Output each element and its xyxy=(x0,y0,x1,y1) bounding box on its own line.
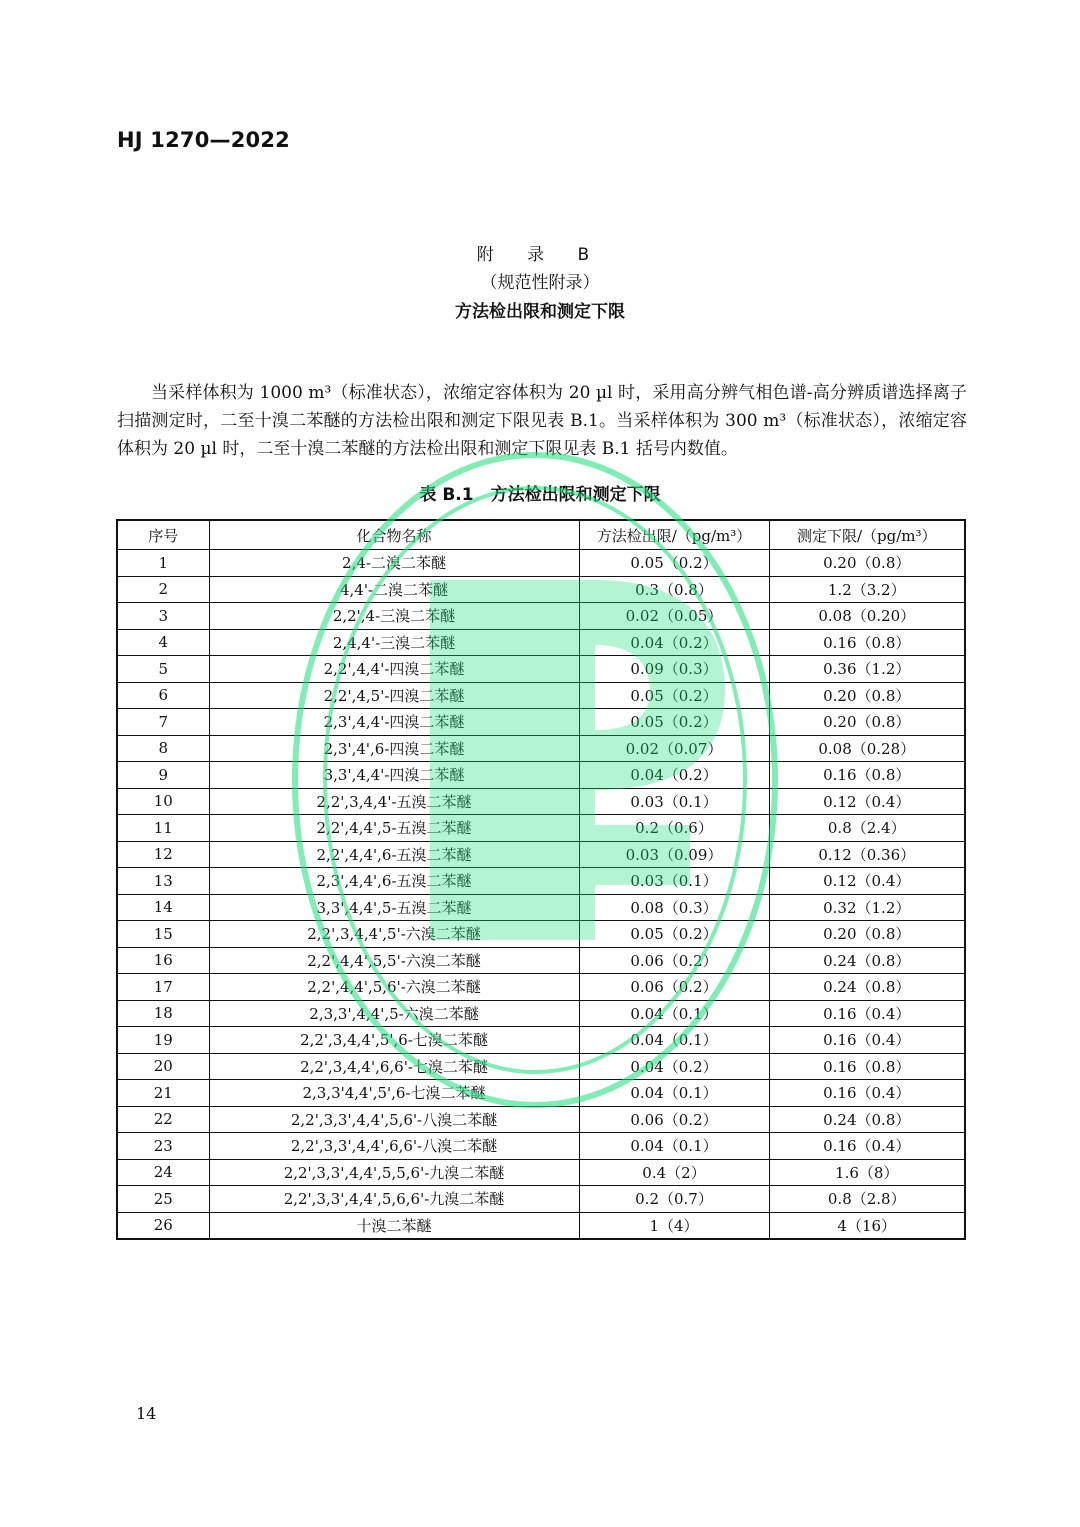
table-row xyxy=(117,841,965,868)
compound-name: 2,2',3,3',4,4',5,6,6'-九溴二苯醚 xyxy=(209,1186,579,1213)
table-row xyxy=(117,788,965,815)
quantitation-limit: 0.12（0.4） xyxy=(769,788,965,815)
quantitation-limit: 0.20（0.8） xyxy=(769,709,965,736)
quantitation-limit: 0.16（0.8） xyxy=(769,629,965,656)
compound-name: 2,2',3,4,4',5',6-七溴二苯醚 xyxy=(209,1027,579,1054)
detection-limit: 0.2（0.7） xyxy=(579,1186,769,1213)
header-index: 序号 xyxy=(117,520,209,550)
compound-name: 2,2',4-三溴二苯醚 xyxy=(209,603,579,630)
compound-name: 2,2',3,3',4,4',6,6'-八溴二苯醚 xyxy=(209,1133,579,1160)
row-index: 18 xyxy=(117,1000,209,1027)
compound-name: 2,2',4,4'-四溴二苯醚 xyxy=(209,656,579,683)
detection-limit: 0.04（0.2） xyxy=(579,1053,769,1080)
row-index: 25 xyxy=(117,1186,209,1213)
detection-limit: 0.04（0.1） xyxy=(579,1133,769,1160)
detection-limit: 0.03（0.1） xyxy=(579,788,769,815)
detection-limit: 0.05（0.2） xyxy=(579,550,769,577)
row-index: 19 xyxy=(117,1027,209,1054)
row-index: 10 xyxy=(117,788,209,815)
detection-limit-table xyxy=(116,519,966,1240)
compound-name: 3,3',4,4',5-五溴二苯醚 xyxy=(209,894,579,921)
detection-limit: 0.4（2） xyxy=(579,1159,769,1186)
row-index: 7 xyxy=(117,709,209,736)
table-row xyxy=(117,656,965,683)
quantitation-limit: 0.20（0.8） xyxy=(769,921,965,948)
quantitation-limit: 0.08（0.28） xyxy=(769,735,965,762)
detection-limit: 0.02（0.07） xyxy=(579,735,769,762)
table-row xyxy=(117,974,965,1001)
quantitation-limit: 0.8（2.4） xyxy=(769,815,965,842)
compound-name: 十溴二苯醚 xyxy=(209,1212,579,1239)
detection-limit: 0.04（0.1） xyxy=(579,1080,769,1107)
row-index: 8 xyxy=(117,735,209,762)
quantitation-limit: 1.6（8） xyxy=(769,1159,965,1186)
quantitation-limit: 0.16（0.8） xyxy=(769,762,965,789)
quantitation-limit: 0.16（0.4） xyxy=(769,1133,965,1160)
row-index: 3 xyxy=(117,603,209,630)
detection-limit: 0.04（0.2） xyxy=(579,629,769,656)
compound-name: 2,2',3,4,4',6,6'-七溴二苯醚 xyxy=(209,1053,579,1080)
quantitation-limit: 0.32（1.2） xyxy=(769,894,965,921)
table-row xyxy=(117,1027,965,1054)
compound-name: 2,2',4,4',6-五溴二苯醚 xyxy=(209,841,579,868)
detection-limit: 0.05（0.2） xyxy=(579,709,769,736)
quantitation-limit: 1.2（3.2） xyxy=(769,576,965,603)
header-compound: 化合物名称 xyxy=(209,520,579,550)
detection-limit: 0.03（0.09） xyxy=(579,841,769,868)
table-row xyxy=(117,947,965,974)
quantitation-limit: 0.16（0.4） xyxy=(769,1000,965,1027)
quantitation-limit: 0.24（0.8） xyxy=(769,974,965,1001)
row-index: 24 xyxy=(117,1159,209,1186)
quantitation-limit: 0.20（0.8） xyxy=(769,550,965,577)
table-row xyxy=(117,682,965,709)
standard-code: HJ 1270—2022 xyxy=(117,128,290,152)
detection-limit: 0.04（0.1） xyxy=(579,1000,769,1027)
table-row xyxy=(117,1186,965,1213)
row-index: 14 xyxy=(117,894,209,921)
row-index: 9 xyxy=(117,762,209,789)
quantitation-limit: 0.16（0.8） xyxy=(769,1053,965,1080)
row-index: 21 xyxy=(117,1080,209,1107)
table-row xyxy=(117,550,965,577)
detection-limit: 0.05（0.2） xyxy=(579,682,769,709)
quantitation-limit: 4（16） xyxy=(769,1212,965,1239)
compound-name: 2,2',4,4',5,6'-六溴二苯醚 xyxy=(209,974,579,1001)
compound-name: 2,4-二溴二苯醚 xyxy=(209,550,579,577)
table-caption: 表 B.1 方法检出限和测定下限 xyxy=(419,485,661,505)
quantitation-limit: 0.16（0.4） xyxy=(769,1080,965,1107)
compound-name: 2,2',4,4',5-五溴二苯醚 xyxy=(209,815,579,842)
appendix-type: （规范性附录） xyxy=(480,273,600,293)
quantitation-limit: 0.12（0.4） xyxy=(769,868,965,895)
table-row xyxy=(117,1080,965,1107)
row-index: 23 xyxy=(117,1133,209,1160)
table-row xyxy=(117,1000,965,1027)
quantitation-limit: 0.12（0.36） xyxy=(769,841,965,868)
table-body xyxy=(117,550,965,1240)
paragraph-text: 当采样体积为 1000 m³（标准状态），浓缩定容体积为 20 µl 时，采用高分辨气相色谱-高分辨质谱选择离子扫描测定时，二至十溴二苯醚的方法检出限和测定下限见表 B.1。当采样体积为 300 m³（标准状态），浓缩定容体积为 20 µl 时，二至十溴二苯醚的方法检出限和测定下限见表 B.1 括号内数值。 xyxy=(117,383,967,459)
appendix-title: 方法检出限和测定下限 xyxy=(455,302,625,322)
row-index: 20 xyxy=(117,1053,209,1080)
detection-limit: 0.02（0.05） xyxy=(579,603,769,630)
row-index: 1 xyxy=(117,550,209,577)
table-row xyxy=(117,1159,965,1186)
header-quantitation-limit: 测定下限/（pg/m³） xyxy=(769,520,965,550)
compound-name: 2,2',3,4,4'-五溴二苯醚 xyxy=(209,788,579,815)
quantitation-limit: 0.08（0.20） xyxy=(769,603,965,630)
table-row xyxy=(117,815,965,842)
detection-limit: 0.06（0.2） xyxy=(579,1106,769,1133)
detection-limit: 0.08（0.3） xyxy=(579,894,769,921)
table-row xyxy=(117,1053,965,1080)
table-row xyxy=(117,1133,965,1160)
detection-limit: 0.2（0.6） xyxy=(579,815,769,842)
detection-limit: 0.3（0.8） xyxy=(579,576,769,603)
row-index: 26 xyxy=(117,1212,209,1239)
compound-name: 2,2',3,3',4,4',5,5,6'-九溴二苯醚 xyxy=(209,1159,579,1186)
detection-limit: 0.06（0.2） xyxy=(579,947,769,974)
row-index: 17 xyxy=(117,974,209,1001)
compound-name: 2,2',4,4',5,5'-六溴二苯醚 xyxy=(209,947,579,974)
body-paragraph xyxy=(117,379,967,463)
table-row xyxy=(117,709,965,736)
appendix-label: 附 录 B xyxy=(476,245,604,265)
compound-name: 2,2',3,3',4,4',5,6'-八溴二苯醚 xyxy=(209,1106,579,1133)
row-index: 2 xyxy=(117,576,209,603)
table-row xyxy=(117,603,965,630)
table-row xyxy=(117,1212,965,1239)
quantitation-limit: 0.20（0.8） xyxy=(769,682,965,709)
compound-name: 4,4'-二溴二苯醚 xyxy=(209,576,579,603)
detection-limit: 0.06（0.2） xyxy=(579,974,769,1001)
table-row xyxy=(117,894,965,921)
table-row xyxy=(117,921,965,948)
table-row xyxy=(117,576,965,603)
row-index: 15 xyxy=(117,921,209,948)
row-index: 22 xyxy=(117,1106,209,1133)
compound-name: 2,3,3',4,4',5-六溴二苯醚 xyxy=(209,1000,579,1027)
row-index: 11 xyxy=(117,815,209,842)
table-row xyxy=(117,868,965,895)
table-row xyxy=(117,735,965,762)
detection-limit: 1（4） xyxy=(579,1212,769,1239)
detection-limit: 0.04（0.1） xyxy=(579,1027,769,1054)
compound-name: 3,3',4,4'-四溴二苯醚 xyxy=(209,762,579,789)
row-index: 13 xyxy=(117,868,209,895)
row-index: 12 xyxy=(117,841,209,868)
quantitation-limit: 0.8（2.8） xyxy=(769,1186,965,1213)
compound-name: 2,4,4'-三溴二苯醚 xyxy=(209,629,579,656)
compound-name: 2,2',4,5'-四溴二苯醚 xyxy=(209,682,579,709)
header-detection-limit: 方法检出限/（pg/m³） xyxy=(579,520,769,550)
quantitation-limit: 0.24（0.8） xyxy=(769,947,965,974)
detection-limit: 0.05（0.2） xyxy=(579,921,769,948)
compound-name: 2,3',4,4'-四溴二苯醚 xyxy=(209,709,579,736)
detection-limit: 0.09（0.3） xyxy=(579,656,769,683)
table-row xyxy=(117,629,965,656)
table-row xyxy=(117,1106,965,1133)
compound-name: 2,3',4',6-四溴二苯醚 xyxy=(209,735,579,762)
compound-name: 2,3,3'4,4',5',6-七溴二苯醚 xyxy=(209,1080,579,1107)
row-index: 5 xyxy=(117,656,209,683)
table-header-row xyxy=(117,520,965,550)
quantitation-limit: 0.24（0.8） xyxy=(769,1106,965,1133)
quantitation-limit: 0.36（1.2） xyxy=(769,656,965,683)
row-index: 6 xyxy=(117,682,209,709)
row-index: 4 xyxy=(117,629,209,656)
page-number: 14 xyxy=(136,1404,157,1423)
compound-name: 2,2',3,4,4',5'-六溴二苯醚 xyxy=(209,921,579,948)
compound-name: 2,3',4,4',6-五溴二苯醚 xyxy=(209,868,579,895)
table-row xyxy=(117,762,965,789)
quantitation-limit: 0.16（0.4） xyxy=(769,1027,965,1054)
detection-limit: 0.03（0.1） xyxy=(579,868,769,895)
row-index: 16 xyxy=(117,947,209,974)
detection-limit: 0.04（0.2） xyxy=(579,762,769,789)
